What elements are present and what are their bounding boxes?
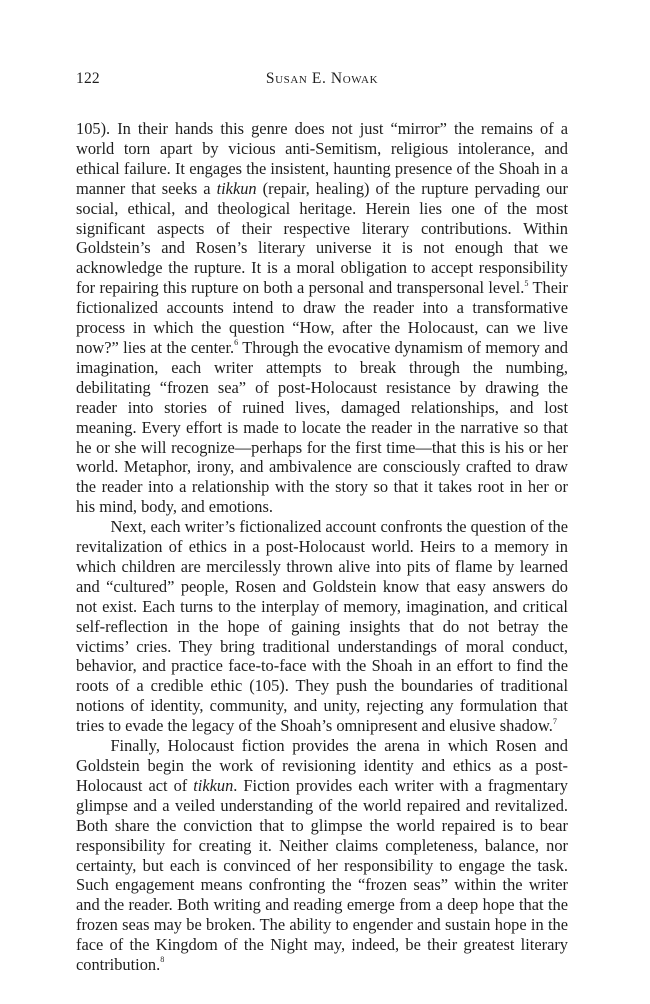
body-text [76, 119, 568, 975]
page-number: 122 [76, 70, 100, 87]
paragraph [76, 736, 568, 975]
paragraph [76, 119, 568, 517]
paragraph [76, 517, 568, 736]
footnote-marker[interactable]: 5 [524, 278, 529, 288]
text-run: . Fiction provides each writer with a fragmentary glimpse and a veiled understanding of the world repaired and revitalized. Both share the conviction that to glimpse the world repaired is to bear responsibility for creating it. Neither claims completeness, balance, nor certainty, but each is convinced of her responsibility to engage the task. Such engagement means confronting the “frozen seas” within the writer and the reader. Both writing and reading emerge from a deep hope that the frozen seas may be broken. The ability to engender and sustain hope in the face of the Kingdom of the Night may, indeed, be their greatest literary contribution. [76, 775, 568, 975]
footnote-marker[interactable]: 6 [234, 338, 239, 348]
text-run: (repair, healing) of the rupture pervading our social, ethical, and theological heritage. Herein lies one of the most significant aspects of their respective literary contributions. Within Goldstein’s and Rosen’s literary universe it is not enough that we acknowledge the rupture. It is a moral obligation to accept responsibility for repairing this rupture on both a personal and transpersonal level. [76, 178, 568, 298]
text-run: Finally, Holocaust fiction provides the arena in which Rosen and Goldstein begin the work of revisioning identity and ethics as a post-Holocaust act of [76, 736, 568, 795]
page-header [76, 70, 568, 92]
text-run: Next, each writer’s fictionalized account confronts the question of the revitalization of ethics in a post-Holocaust world. Heirs to a memory in which children are mercilessly thrown alive into pits of flame by learned and “cultured” people, Rosen and Goldstein know that easy answers do not exist. Each turns to the interplay of memory, imagination, and critical self-reflection in the hope of gaining insights that do not betray the victims’ cries. They bring traditional understandings of moral conduct, behavior, and practice face-to-face with the Shoah in an effort to find the roots of a credible ethic (105). They push the boundaries of traditional notions of identity, community, and unity, rejecting any formulation that tries to evade the legacy of the Shoah’s omnipresent and elusive shadow. [76, 517, 568, 736]
footnote-marker[interactable]: 7 [552, 716, 557, 726]
italic-term: tikkun [193, 775, 234, 795]
running-head: Susan E. Nowak [265, 70, 379, 87]
italic-term: tikkun [216, 178, 257, 198]
text-run: 105). In their hands this genre does not just “mirror” the remains of a world torn apart by vicious anti-Semitism, religious intolerance, and ethical failure. It engages the insistent, haunting presence of the Shoah in a manner that seeks a [76, 119, 568, 198]
text-run: Through the evocative dynamism of memory and imagination, each writer attempts to break through the numbing, debilitating “frozen sea” of post-Holocaust resistance by drawing the reader into stories of ruined lives, damaged relationships, and lost meaning. Every effort is made to locate the reader in the narrative so that he or she will recognize—perhaps for the first time—that this is his or her world. Metaphor, irony, and ambivalence are consciously crafted to draw the reader into a relationship with the story so that it takes root in her or his mind, body, and emotions. [76, 337, 568, 517]
text-run: Their fictionalized accounts intend to draw the reader into a transformative process in which the question “How, after the Holocaust, can we live now?” lies at the center. [76, 278, 568, 357]
footnote-marker[interactable]: 8 [160, 955, 165, 965]
